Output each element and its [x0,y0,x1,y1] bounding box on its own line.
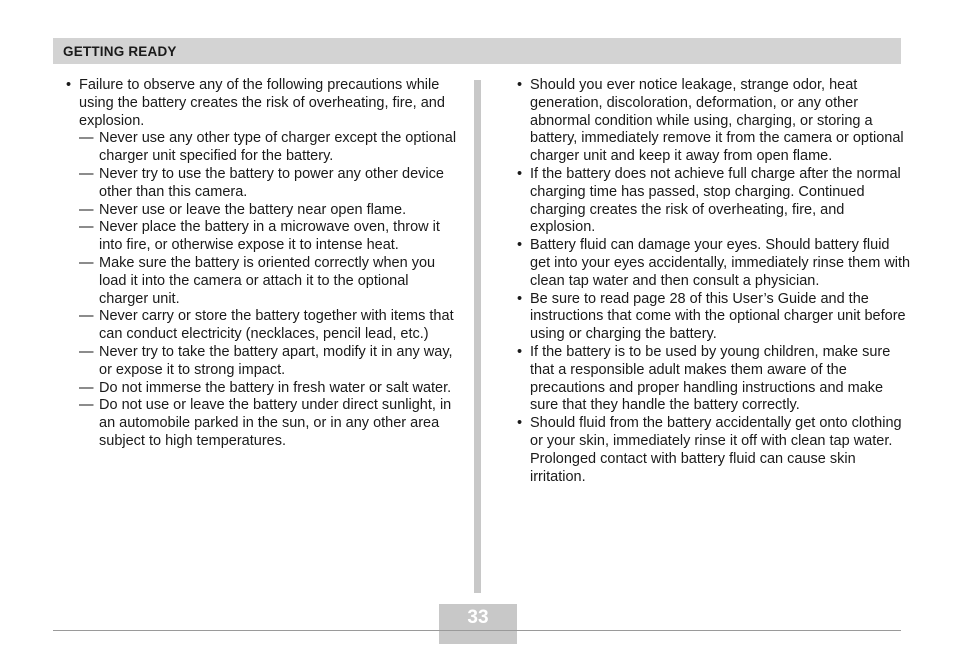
precaution-bullet [517,291,911,344]
sub-list-item [66,202,458,220]
precaution-bullet [517,415,911,486]
bullet-marker: • [517,290,523,307]
sub-list-item [66,219,458,255]
bullet-text: Should you ever notice leakage, strange odor, heat generation, discoloration, deformation, or any other abnormal condition while using, charging, or storing a battery, immediately remove it from the camera or optional charger unit and keep it away from open flame. [530,77,904,165]
sub-item-text: Never carry or store the battery together with items that can conduct electricity (necklaces, pencil lead, etc.) [99,308,454,343]
footer-rule [53,630,901,631]
dash-marker: — [79,379,94,396]
bullet-marker: • [517,237,523,254]
dash-marker: — [79,343,94,360]
sub-item-text: Never try to take the battery apart, modify it in any way, or expose it to strong impact. [99,343,453,378]
page-number: 33 [467,607,489,628]
precaution-sub-list [66,130,458,450]
dash-marker: — [79,219,94,236]
sub-list-item [66,255,458,308]
precaution-bullet [517,77,911,166]
sub-item-text: Never use any other type of charger except the optional charger unit specified for the battery. [99,130,457,165]
precaution-intro-text: Failure to observe any of the following precautions while using the battery creates the risk of overheating, fire, and explosion. [79,77,445,129]
left-column [66,77,458,451]
dash-marker: — [79,130,94,147]
bullet-marker: • [517,165,523,182]
sub-list-item [66,130,458,166]
bullet-text: Be sure to read page 28 of this User’s Guide and the instructions that come with the optional charger unit before using or charging the battery. [530,290,906,343]
sub-list-item [66,397,458,450]
sub-item-text: Never try to use the battery to power any other device other than this camera. [99,165,444,200]
sub-item-text: Never place the battery in a microwave oven, throw it into fire, or otherwise expose it to intense heat. [99,219,440,254]
bullet-marker: • [517,415,523,432]
bullet-text: If the battery is to be used by young children, make sure that a responsible adult makes them aware of the precautions and proper handling instructions and make sure that they handle the battery correctly. [530,343,891,414]
sub-item-text: Make sure the battery is oriented correctly when you load it into the camera or attach it to the optional charger unit. [99,254,436,307]
dash-marker: — [79,308,94,325]
dash-marker: — [79,201,94,218]
column-divider [474,80,481,593]
sub-item-text: Never use or leave the battery near open flame. [99,201,407,218]
precaution-bullet [517,166,911,237]
precaution-bullet [517,237,911,290]
bullet-text: Should fluid from the battery accidentally get onto clothing or your skin, immediately rinse it off with clean tap water. Prolonged contact with battery fluid can cause skin irritation. [530,415,902,485]
sub-list-item [66,344,458,380]
section-title: GETTING READY [63,44,177,59]
precaution-bullet [517,344,911,415]
right-column [517,77,911,486]
precaution-bullet [66,77,458,130]
bullet-marker: • [517,77,523,93]
sub-list-item [66,308,458,344]
sub-item-text: Do not use or leave the battery under direct sunlight, in an automobile parked in the sun, or in any other area subject to high temperatures. [99,397,452,449]
dash-marker: — [79,254,94,271]
dash-marker: — [79,165,94,182]
section-header [53,38,901,64]
sub-list-item [66,380,458,398]
sub-list-item [66,166,458,202]
page-number-badge [439,604,517,644]
sub-item-text: Do not immerse the battery in fresh water or salt water. [99,379,452,396]
dash-marker: — [79,397,94,414]
bullet-text: Battery fluid can damage your eyes. Should battery fluid get into your eyes accidentally, immediately rinse them with clean tap water and then consult a physician. [530,237,911,289]
bullet-marker: • [517,343,523,360]
bullet-marker: • [66,77,72,93]
bullet-text: If the battery does not achieve full charge after the normal charging time has passed, stop charging. Continued charging creates the risk of overheating, fire, and explosion. [530,165,901,236]
